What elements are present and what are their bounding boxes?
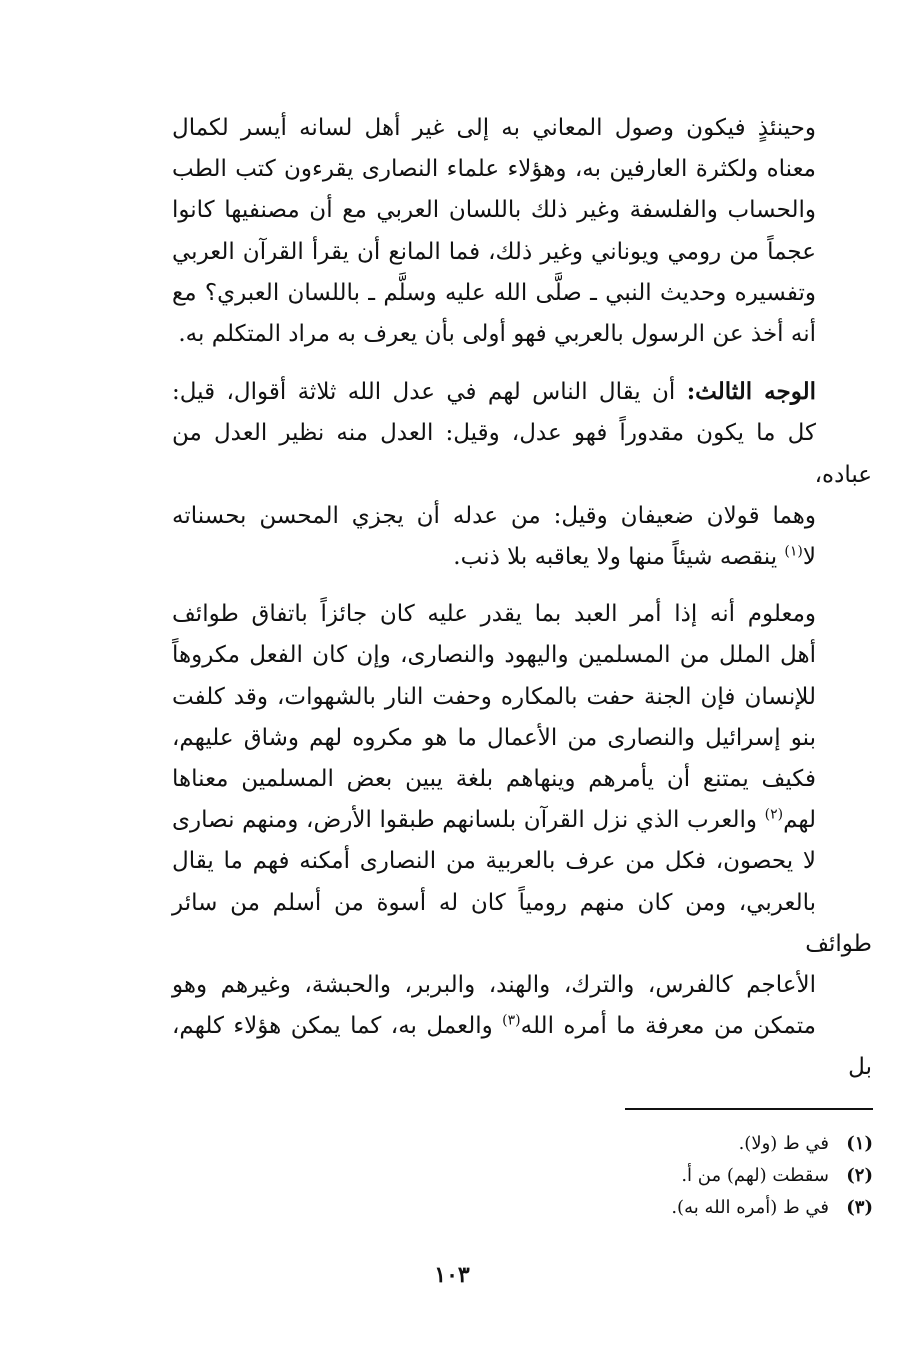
footnote-marker: (٣) — [502, 1012, 521, 1029]
text-line: للإنسان فإن الجنة حفت بالمكاره وحفت النار بالشهوات، وقد كلفت — [172, 683, 816, 710]
text-line — [172, 371, 872, 413]
text-segment: والعمل به، كما يمكن هؤلاء كلهم، بل — [172, 1013, 872, 1081]
footnote-marker: (٢) — [764, 806, 784, 823]
text-line — [172, 1006, 872, 1088]
footnote-divider — [625, 1108, 873, 1110]
footnote-text: سقطت (لهم) من أ. — [681, 1165, 829, 1186]
text-line: أهل الملل من المسلمين واليهود والنصارى، وإن كان الفعل مكروهاً — [172, 642, 816, 669]
text-line: وتفسيره وحديث النبي ـ صلَّى الله عليه وسلَّم ـ باللسان العبري؟ مع — [172, 279, 816, 306]
footnote — [480, 1128, 873, 1160]
paragraph-1 — [172, 108, 872, 355]
footnote-text: في ط (ولا). — [738, 1133, 829, 1154]
text-line — [172, 537, 872, 578]
text-line: ومعلوم أنه إذا أمر العبد بما يقدر عليه كان جائزاً باتفاق طوائف — [172, 601, 816, 628]
footnote-marker: (١) — [784, 543, 803, 560]
main-text — [172, 108, 872, 1089]
paragraph-2 — [172, 371, 872, 578]
text-segment: متمكن من معرفة ما أمره الله — [520, 1013, 816, 1040]
page-number: ١٠٣ — [434, 1262, 470, 1288]
footnote-number: (٣) — [846, 1197, 873, 1218]
text-segment: لا — [802, 544, 816, 571]
text-line: لا يحصون، فكل من عرف بالعربية من النصارى أمكنه فهم ما يقال — [172, 848, 816, 875]
text-line: والحساب والفلسفة وغير ذلك باللسان العربي مع أن مصنفيها كانوا — [172, 197, 816, 224]
text-line: بالعربي، ومن كان منهم رومياً كان له أسوة من أسلم من سائر طوائف — [172, 889, 872, 957]
text-line: فكيف يمتنع أن يأمرهم وينهاهم بلغة يبين بعض المسلمين معناها — [172, 766, 816, 793]
text-line: بنو إسرائيل والنصارى من الأعمال ما هو مكروه لهم وشاق عليهم، — [172, 724, 816, 751]
paragraph-3 — [172, 594, 872, 1088]
text-segment: لهم — [783, 807, 816, 834]
text-line: كل ما يكون مقدوراً فهو عدل، وقيل: العدل منه نظير العدل من عباده، — [172, 420, 872, 488]
footnote — [480, 1160, 873, 1192]
footnotes — [480, 1128, 873, 1224]
text-segment: أن يقال الناس لهم في عدل الله ثلاثة أقوال، قيل: — [172, 379, 687, 406]
text-line: عجماً من رومي ويوناني وغير ذلك، فما المانع أن يقرأ القرآن العربي — [172, 238, 816, 265]
text-segment: والعرب الذي نزل القرآن بلسانهم طبقوا الأرض، ومنهم نصارى — [172, 807, 765, 834]
text-line: الأعاجم كالفرس، والترك، والهند، والبربر، والحبشة، وغيرهم وهو — [172, 972, 816, 999]
text-line: وحينئذٍ فيكون وصول المعاني به إلى غير أهل لسانه أيسر لكمال — [172, 115, 816, 141]
text-segment: ينقصه شيئاً منها ولا يعاقبه بلا ذنب. — [453, 544, 785, 571]
section-lead: الوجه الثالث: — [686, 378, 816, 406]
text-line — [172, 800, 872, 841]
footnote-text: في ط (أمره الله به). — [671, 1197, 829, 1218]
footnote-number: (١) — [846, 1133, 873, 1154]
text-line: وهما قولان ضعيفان وقيل: من عدله أن يجزي المحسن بحسناته — [172, 502, 816, 529]
footnote — [480, 1192, 873, 1224]
text-line: معناه ولكثرة العارفين به، وهؤلاء علماء النصارى يقرءون كتب الطب — [172, 156, 816, 183]
text-line: أنه أخذ عن الرسول بالعربي فهو أولى بأن يعرف به مراد المتكلم به. — [178, 321, 816, 348]
footnote-number: (٢) — [846, 1165, 873, 1186]
